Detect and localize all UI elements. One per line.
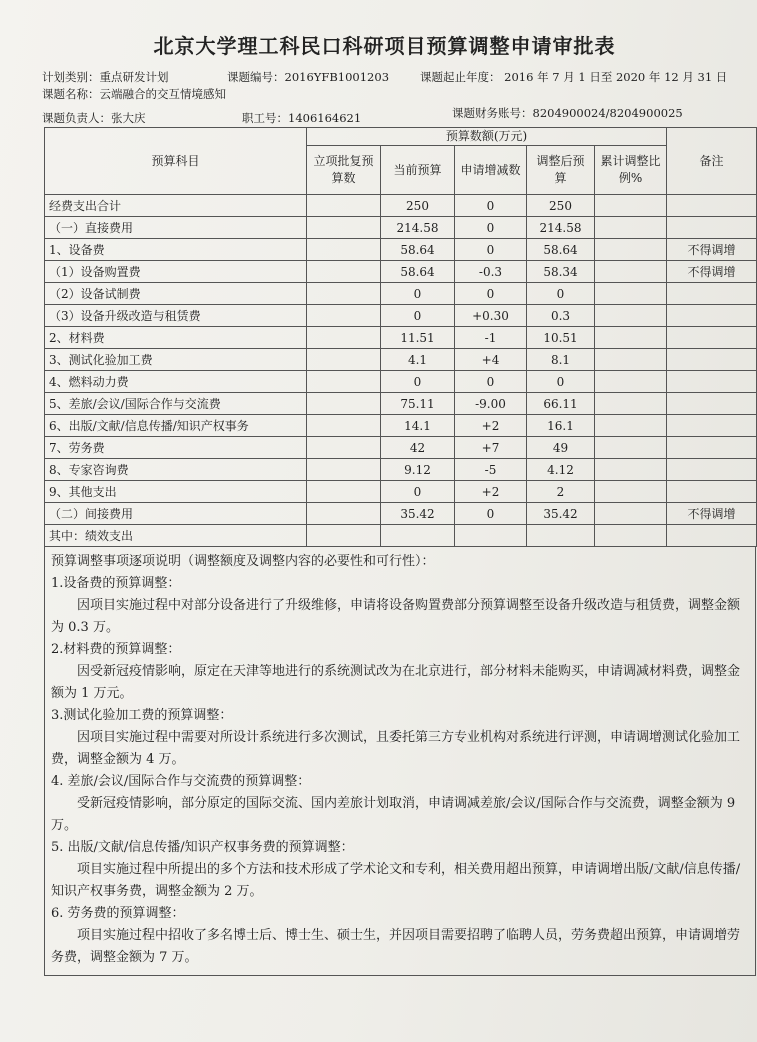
cell-name: （一）直接费用 (45, 217, 307, 239)
cell-current: 42 (381, 437, 455, 459)
cell-current: 14.1 (381, 415, 455, 437)
cell-approved (307, 371, 381, 393)
staff-id: 职工号：1406164621 (242, 111, 362, 125)
cell-change: +0.30 (455, 305, 527, 327)
cell-name: 1、设备费 (45, 239, 307, 261)
cell-adjusted: 4.12 (527, 459, 595, 481)
cell-name: 8、专家咨询费 (45, 459, 307, 481)
header-ratio: 累计调整比例% (595, 146, 667, 195)
description-item-title: 4. 差旅/会议/国际合作与交流费的预算调整： (51, 774, 311, 789)
cell-note (667, 283, 757, 305)
table-row (45, 327, 757, 349)
cell-adjusted: 66.11 (527, 393, 595, 415)
table-row (45, 415, 757, 437)
cell-change: 0 (455, 371, 527, 393)
cell-approved (307, 327, 381, 349)
description-item-title: 2.材料费的预算调整： (51, 642, 181, 657)
cell-approved (307, 349, 381, 371)
cell-note (667, 415, 757, 437)
cell-approved (307, 305, 381, 327)
plan-type: 计划类别：重点研发计划 (42, 70, 169, 84)
cell-name: （1）设备购置费 (45, 261, 307, 283)
project-period: 课题起止年度： 2016 年 7 月 1 日至 2020 年 12 月 31 日 (420, 70, 728, 84)
cell-current: 58.64 (381, 261, 455, 283)
cell-note (667, 195, 757, 217)
cell-note (667, 327, 757, 349)
cell-current: 0 (381, 283, 455, 305)
cell-ratio (595, 393, 667, 415)
cell-adjusted: 35.42 (527, 503, 595, 525)
cell-note (667, 393, 757, 415)
cell-note (667, 437, 757, 459)
table-row (45, 283, 757, 305)
cell-adjusted: 16.1 (527, 415, 595, 437)
cell-name: 其中：绩效支出 (45, 525, 307, 547)
table-row (45, 239, 757, 261)
table-row (45, 437, 757, 459)
cell-name: 7、劳务费 (45, 437, 307, 459)
cell-approved (307, 481, 381, 503)
description-item-title: 1.设备费的预算调整： (51, 576, 181, 591)
cell-ratio (595, 261, 667, 283)
cell-change: -9.00 (455, 393, 527, 415)
cell-change: +2 (455, 415, 527, 437)
cell-name: 9、其他支出 (45, 481, 307, 503)
table-row (45, 459, 757, 481)
cell-current: 11.51 (381, 327, 455, 349)
cell-adjusted: 0.3 (527, 305, 595, 327)
description-item-body: 项目实施过程中招收了多名博士后、博士生、硕士生，并因项目需要招聘了临聘人员，劳务费超出预算，申请调增劳务费，调整金额为 7 万。 (51, 928, 741, 965)
cell-approved (307, 261, 381, 283)
budget-table-body (45, 195, 757, 547)
cell-current: 9.12 (381, 459, 455, 481)
cell-name: 4、燃料动力费 (45, 371, 307, 393)
description-item-body: 因项目实施过程中对部分设备进行了升级维修，申请将设备购置费部分预算调整至设备升级改造与租赁费，调整金额为 0.3 万。 (51, 598, 741, 635)
cell-change: 0 (455, 195, 527, 217)
description-item-title: 3.测试化验加工费的预算调整： (51, 708, 233, 723)
header-adjusted: 调整后预算 (527, 146, 595, 195)
cell-adjusted: 58.34 (527, 261, 595, 283)
cell-current: 250 (381, 195, 455, 217)
cell-name: （2）设备试制费 (45, 283, 307, 305)
cell-approved (307, 525, 381, 547)
table-row (45, 195, 757, 217)
cell-change (455, 525, 527, 547)
cell-ratio (595, 239, 667, 261)
cell-note (667, 305, 757, 327)
cell-ratio (595, 437, 667, 459)
table-row (45, 305, 757, 327)
cell-change: +4 (455, 349, 527, 371)
cell-change: -1 (455, 327, 527, 349)
cell-ratio (595, 459, 667, 481)
cell-name: 3、测试化验加工费 (45, 349, 307, 371)
cell-change: 0 (455, 217, 527, 239)
cell-ratio (595, 503, 667, 525)
cell-approved (307, 393, 381, 415)
meta-row-1 (32, 69, 737, 86)
cell-approved (307, 503, 381, 525)
cell-ratio (595, 415, 667, 437)
cell-change: +2 (455, 481, 527, 503)
cell-change: -0.3 (455, 261, 527, 283)
description-item-title: 5. 出版/文献/信息传播/知识产权事务费的预算调整： (51, 840, 354, 855)
description-items (51, 573, 749, 969)
cell-adjusted: 10.51 (527, 327, 595, 349)
cell-approved (307, 437, 381, 459)
cell-ratio (595, 305, 667, 327)
cell-current: 0 (381, 371, 455, 393)
cell-note (667, 217, 757, 239)
cell-ratio (595, 481, 667, 503)
cell-approved (307, 239, 381, 261)
form-title: 北京大学理工科民口科研项目预算调整申请审批表 (153, 34, 616, 58)
cell-current: 214.58 (381, 217, 455, 239)
meta-row-3 (32, 105, 737, 127)
cell-note: 不得调增 (667, 503, 757, 525)
cell-adjusted: 0 (527, 283, 595, 305)
cell-current: 0 (381, 481, 455, 503)
cell-note (667, 459, 757, 481)
meta-row-2 (32, 86, 737, 103)
cell-approved (307, 217, 381, 239)
header-approved: 立项批复预算数 (307, 146, 381, 195)
table-row (45, 525, 757, 547)
cell-ratio (595, 349, 667, 371)
cell-current: 75.11 (381, 393, 455, 415)
cell-note: 不得调增 (667, 261, 757, 283)
table-row (45, 481, 757, 503)
cell-ratio (595, 327, 667, 349)
header-current: 当前预算 (381, 146, 455, 195)
adjustment-description (44, 547, 756, 976)
cell-approved (307, 459, 381, 481)
header-note: 备注 (667, 128, 757, 195)
cell-change: 0 (455, 283, 527, 305)
cell-approved (307, 415, 381, 437)
cell-note (667, 525, 757, 547)
description-item-title: 6. 劳务费的预算调整： (51, 906, 185, 921)
cell-ratio (595, 283, 667, 305)
cell-note (667, 371, 757, 393)
table-row (45, 217, 757, 239)
cell-adjusted: 250 (527, 195, 595, 217)
cell-adjusted: 8.1 (527, 349, 595, 371)
cell-adjusted (527, 525, 595, 547)
cell-note (667, 481, 757, 503)
table-row (45, 393, 757, 415)
cell-note (667, 349, 757, 371)
cell-name: 经费支出合计 (45, 195, 307, 217)
cell-current: 35.42 (381, 503, 455, 525)
description-item-body: 受新冠疫情影响，部分原定的国际交流、国内差旅计划取消，申请调减差旅/会议/国际合作与交流费，调整金额为 9 万。 (51, 796, 736, 833)
table-row (45, 261, 757, 283)
project-code: 课题编号：2016YFB1001203 (227, 70, 390, 84)
cell-approved (307, 195, 381, 217)
cell-ratio (595, 371, 667, 393)
cell-ratio (595, 217, 667, 239)
cell-change: -5 (455, 459, 527, 481)
cell-current (381, 525, 455, 547)
cell-note: 不得调增 (667, 239, 757, 261)
header-change: 申请增减数 (455, 146, 527, 195)
description-item-body: 因受新冠疫情影响，原定在天津等地进行的系统测试改为在北京进行，部分材料未能购买，申请调减材料费，调整金额为 1 万元。 (51, 664, 741, 701)
table-row (45, 371, 757, 393)
project-leader: 课题负责人：张大庆 (42, 111, 146, 125)
cell-name: 5、差旅/会议/国际合作与交流费 (45, 393, 307, 415)
cell-change: +7 (455, 437, 527, 459)
table-row (45, 349, 757, 371)
cell-ratio (595, 195, 667, 217)
cell-approved (307, 283, 381, 305)
description-item-body: 项目实施过程中所提出的多个方法和技术形成了学术论文和专利，相关费用超出预算，申请调增出版/文献/信息传播/知识产权事务费，调整金额为 2 万。 (51, 862, 741, 899)
project-name: 课题名称：云端融合的交互情境感知 (42, 87, 226, 101)
cell-name: 6、出版/文献/信息传播/知识产权事务 (45, 415, 307, 437)
cell-change: 0 (455, 239, 527, 261)
table-row (45, 503, 757, 525)
cell-name: （3）设备升级改造与租赁费 (45, 305, 307, 327)
budget-table (44, 127, 757, 547)
cell-adjusted: 214.58 (527, 217, 595, 239)
finance-account: 课题财务账号：8204900024/8204900025 (452, 106, 683, 120)
description-heading: 预算调整事项逐项说明（调整额度及调整内容的必要性和可行性）： (51, 554, 435, 569)
cell-name: （二）间接费用 (45, 503, 307, 525)
header-subject: 预算科目 (45, 128, 307, 195)
cell-change: 0 (455, 503, 527, 525)
header-budget-group: 预算数额(万元) (307, 128, 667, 146)
cell-adjusted: 49 (527, 437, 595, 459)
cell-ratio (595, 525, 667, 547)
cell-adjusted: 0 (527, 371, 595, 393)
description-item-body: 因项目实施过程中需要对所设计系统进行多次测试，且委托第三方专业机构对系统进行评测，申请调增测试化验加工费，调整金额为 4 万。 (51, 730, 741, 767)
cell-current: 4.1 (381, 349, 455, 371)
cell-current: 58.64 (381, 239, 455, 261)
cell-current: 0 (381, 305, 455, 327)
cell-adjusted: 58.64 (527, 239, 595, 261)
cell-adjusted: 2 (527, 481, 595, 503)
cell-name: 2、材料费 (45, 327, 307, 349)
